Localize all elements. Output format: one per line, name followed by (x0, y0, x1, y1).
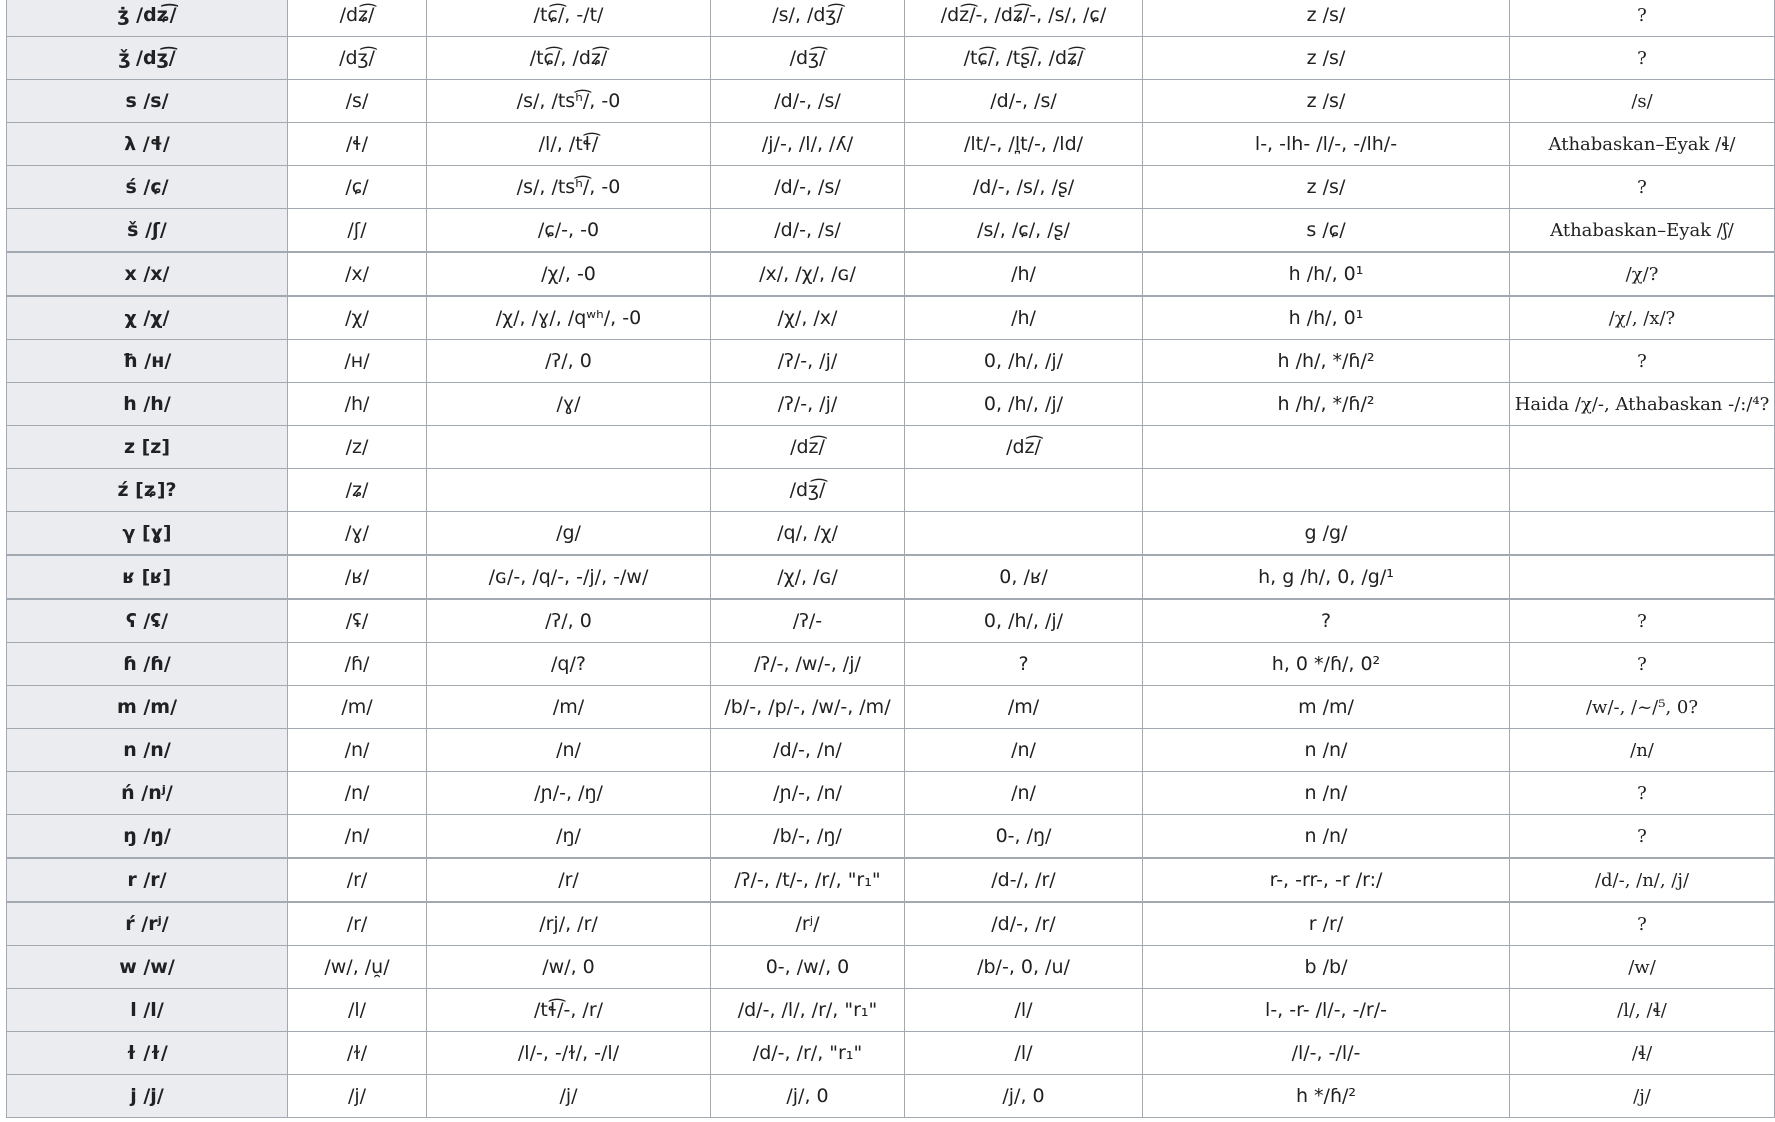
reflex-cell-4: /d/-, /s/ (711, 166, 905, 209)
reflex-cell-4: /ʔ/-, /t/-, /r/, "r₁" (711, 858, 905, 902)
reflex-cell-5: /l/ (905, 989, 1143, 1032)
comparison-cell: ? (1510, 37, 1775, 80)
proto-phoneme-cell: ʒ̇ /dʑ͡/ (7, 0, 288, 37)
reflex-cell-3: /m/ (427, 686, 711, 729)
comparison-cell: Haida /χ/-, Athabaskan -/:/⁴? (1510, 383, 1775, 426)
proto-phoneme-cell: ś /ɕ/ (7, 166, 288, 209)
reflex-cell-3 (427, 426, 711, 469)
comparison-cell (1510, 426, 1775, 469)
reflex-cell-5: ? (905, 643, 1143, 686)
reflex-cell-3: /tɕ͡/, -/t/ (427, 0, 711, 37)
reflex-cell-6: h /h/, 0¹ (1143, 296, 1510, 340)
reflex-cell-4: /d/-, /n/ (711, 729, 905, 772)
reflex-cell-2: /ʜ/ (288, 340, 427, 383)
table-row (7, 729, 1775, 772)
proto-phoneme-cell: ħ /ʜ/ (7, 340, 288, 383)
reflex-cell-5: 0, /h/, /j/ (905, 599, 1143, 643)
table-row (7, 80, 1775, 123)
reflex-cell-6: h /h/, 0¹ (1143, 252, 1510, 296)
sound-correspondence-table (6, 0, 1775, 1118)
reflex-cell-5: /h/ (905, 252, 1143, 296)
table-row (7, 858, 1775, 902)
reflex-cell-4: /ɲ/-, /n/ (711, 772, 905, 815)
reflex-cell-2: /w/, /u̯/ (288, 946, 427, 989)
reflex-cell-6 (1143, 469, 1510, 512)
comparison-cell: /χ/, /x/? (1510, 296, 1775, 340)
reflex-cell-4: /d/-, /s/ (711, 80, 905, 123)
reflex-cell-6: h, g /h/, 0, /g/¹ (1143, 555, 1510, 599)
proto-phoneme-cell: z [z] (7, 426, 288, 469)
table-row (7, 1075, 1775, 1118)
reflex-cell-6: h */ɦ/² (1143, 1075, 1510, 1118)
comparison-cell: /d/-, /n/, /j/ (1510, 858, 1775, 902)
reflex-cell-6: z /s/ (1143, 80, 1510, 123)
reflex-cell-5: /j/, 0 (905, 1075, 1143, 1118)
reflex-cell-2: /x/ (288, 252, 427, 296)
reflex-cell-6: m /m/ (1143, 686, 1510, 729)
reflex-cell-6: z /s/ (1143, 37, 1510, 80)
proto-phoneme-cell: n /n/ (7, 729, 288, 772)
reflex-cell-3: /n/ (427, 729, 711, 772)
reflex-cell-2: /χ/ (288, 296, 427, 340)
reflex-cell-5: /n/ (905, 729, 1143, 772)
proto-phoneme-cell: ʁ [ʁ] (7, 555, 288, 599)
table-row (7, 166, 1775, 209)
reflex-cell-3: /tɬ͡/-, /r/ (427, 989, 711, 1032)
comparison-cell: /ɬ/ (1510, 1032, 1775, 1075)
comparison-cell (1510, 512, 1775, 556)
reflex-cell-5: 0, /h/, /j/ (905, 340, 1143, 383)
reflex-cell-6: n /n/ (1143, 815, 1510, 859)
proto-phoneme-cell: ʕ /ʢ/ (7, 599, 288, 643)
table-row (7, 1032, 1775, 1075)
table-row (7, 902, 1775, 946)
reflex-cell-2: /l/ (288, 989, 427, 1032)
reflex-cell-2: /r/ (288, 902, 427, 946)
proto-phoneme-cell: ŋ /ŋ/ (7, 815, 288, 859)
reflex-cell-2: /ɬ/ (288, 123, 427, 166)
reflex-cell-4: /rʲ/ (711, 902, 905, 946)
comparison-cell: /l/, /ɬ/ (1510, 989, 1775, 1032)
comparison-cell: /w/ (1510, 946, 1775, 989)
comparison-cell: Athabaskan–Eyak /ʃ/ (1510, 209, 1775, 253)
reflex-cell-4: /dʒ͡/ (711, 469, 905, 512)
reflex-cell-6: g /g/ (1143, 512, 1510, 556)
comparison-cell: ? (1510, 902, 1775, 946)
reflex-cell-2: /ɣ/ (288, 512, 427, 556)
reflex-cell-3: /ɲ/-, /ŋ/ (427, 772, 711, 815)
table-row (7, 469, 1775, 512)
reflex-cell-4: /d/-, /r/, "r₁" (711, 1032, 905, 1075)
reflex-cell-2: /n/ (288, 772, 427, 815)
reflex-cell-2: /ɫ/ (288, 1032, 427, 1075)
reflex-cell-6: s /ɕ/ (1143, 209, 1510, 253)
reflex-cell-5: /b/-, 0, /u/ (905, 946, 1143, 989)
table-row (7, 37, 1775, 80)
reflex-cell-6: l-, -r- /l/-, -/r/- (1143, 989, 1510, 1032)
comparison-cell: /s/ (1510, 80, 1775, 123)
reflex-cell-4: /j/, 0 (711, 1075, 905, 1118)
reflex-cell-6: h /h/, */ɦ/² (1143, 383, 1510, 426)
reflex-cell-5 (905, 512, 1143, 556)
proto-phoneme-cell: ɦ /ɦ/ (7, 643, 288, 686)
reflex-cell-2: /ɕ/ (288, 166, 427, 209)
reflex-cell-3: /ʔ/, 0 (427, 340, 711, 383)
reflex-cell-5: /d/-, /s/ (905, 80, 1143, 123)
table-row (7, 772, 1775, 815)
reflex-cell-3: /s/, /tsʰ͡/, -0 (427, 166, 711, 209)
reflex-cell-4: /x/, /χ/, /ɢ/ (711, 252, 905, 296)
reflex-cell-5: /d/-, /s/, /ʂ/ (905, 166, 1143, 209)
reflex-cell-6: b /b/ (1143, 946, 1510, 989)
proto-phoneme-cell: ń /nʲ/ (7, 772, 288, 815)
proto-phoneme-cell: χ /χ/ (7, 296, 288, 340)
table-row (7, 946, 1775, 989)
reflex-cell-3: /tɕ͡/, /dʑ͡/ (427, 37, 711, 80)
comparison-cell: /w/-, /~/⁵, 0? (1510, 686, 1775, 729)
reflex-cell-5: /d/-, /r/ (905, 902, 1143, 946)
table-row (7, 0, 1775, 37)
reflex-cell-4: /χ/, /ɢ/ (711, 555, 905, 599)
reflex-cell-5: 0, /ʁ/ (905, 555, 1143, 599)
comparison-cell: ? (1510, 340, 1775, 383)
reflex-cell-4: /d/-, /s/ (711, 209, 905, 253)
reflex-cell-5: /h/ (905, 296, 1143, 340)
table-body (7, 0, 1775, 1118)
proto-phoneme-cell: ǯ /dʒ͡/ (7, 37, 288, 80)
proto-phoneme-cell: λ /ɬ/ (7, 123, 288, 166)
reflex-cell-3: /w/, 0 (427, 946, 711, 989)
reflex-cell-2: /m/ (288, 686, 427, 729)
comparison-cell: ? (1510, 772, 1775, 815)
reflex-cell-5: /lt/-, /l̪t/-, /ld/ (905, 123, 1143, 166)
reflex-cell-4: /s/, /dʒ͡/ (711, 0, 905, 37)
reflex-cell-2: /s/ (288, 80, 427, 123)
proto-phoneme-cell: r /r/ (7, 858, 288, 902)
reflex-cell-2: /n/ (288, 729, 427, 772)
reflex-cell-6: z /s/ (1143, 166, 1510, 209)
reflex-cell-2: /ʁ/ (288, 555, 427, 599)
reflex-cell-5: 0-, /ŋ/ (905, 815, 1143, 859)
reflex-cell-4: /b/-, /p/-, /w/-, /m/ (711, 686, 905, 729)
reflex-cell-2: /ʑ/ (288, 469, 427, 512)
reflex-cell-2: /n/ (288, 815, 427, 859)
reflex-cell-5: /l/ (905, 1032, 1143, 1075)
table-row (7, 555, 1775, 599)
reflex-cell-2: /h/ (288, 383, 427, 426)
reflex-cell-5 (905, 469, 1143, 512)
proto-phoneme-cell: m /m/ (7, 686, 288, 729)
reflex-cell-4: /q/, /χ/ (711, 512, 905, 556)
reflex-cell-6: h, 0 */ɦ/, 0² (1143, 643, 1510, 686)
table-row (7, 643, 1775, 686)
comparison-cell: ? (1510, 815, 1775, 859)
reflex-cell-4: /ʔ/-, /j/ (711, 383, 905, 426)
reflex-cell-2: /ʃ/ (288, 209, 427, 253)
reflex-cell-2: /r/ (288, 858, 427, 902)
reflex-cell-3: /l/-, -/ɫ/, -/l/ (427, 1032, 711, 1075)
reflex-cell-3: /ɢ/-, /q/-, -/j/, -/w/ (427, 555, 711, 599)
reflex-cell-3: /ɣ/ (427, 383, 711, 426)
comparison-cell: Athabaskan–Eyak /ɬ/ (1510, 123, 1775, 166)
proto-phoneme-cell: s /s/ (7, 80, 288, 123)
reflex-cell-3: /q/? (427, 643, 711, 686)
reflex-cell-3: /rj/, /r/ (427, 902, 711, 946)
proto-phoneme-cell: ź [ʑ]? (7, 469, 288, 512)
reflex-cell-6: z /s/ (1143, 0, 1510, 37)
reflex-cell-6: ? (1143, 599, 1510, 643)
reflex-cell-3: /r/ (427, 858, 711, 902)
reflex-cell-2: /j/ (288, 1075, 427, 1118)
reflex-cell-5: /d-/, /r/ (905, 858, 1143, 902)
reflex-cell-5: /n/ (905, 772, 1143, 815)
table-row (7, 209, 1775, 253)
comparison-cell: /n/ (1510, 729, 1775, 772)
reflex-cell-4: /j/-, /l/, /ʎ/ (711, 123, 905, 166)
table-row (7, 383, 1775, 426)
comparison-cell (1510, 469, 1775, 512)
comparison-cell: ? (1510, 166, 1775, 209)
reflex-cell-2: /ʢ/ (288, 599, 427, 643)
reflex-cell-6: n /n/ (1143, 772, 1510, 815)
reflex-cell-6 (1143, 426, 1510, 469)
reflex-cell-4: /χ/, /x/ (711, 296, 905, 340)
proto-phoneme-cell: j /j/ (7, 1075, 288, 1118)
reflex-cell-3: /s/, /tsʰ͡/, -0 (427, 80, 711, 123)
reflex-cell-3: /χ/, -0 (427, 252, 711, 296)
reflex-cell-3: /ɕ/-, -0 (427, 209, 711, 253)
comparison-cell: ? (1510, 599, 1775, 643)
reflex-cell-6: /l/-, -/l/- (1143, 1032, 1510, 1075)
reflex-cell-5: /m/ (905, 686, 1143, 729)
reflex-cell-3: /ŋ/ (427, 815, 711, 859)
reflex-cell-5: /dz͡/ (905, 426, 1143, 469)
reflex-cell-6: n /n/ (1143, 729, 1510, 772)
reflex-cell-4: /b/-, /ŋ/ (711, 815, 905, 859)
proto-phoneme-cell: ɫ /ɫ/ (7, 1032, 288, 1075)
proto-phoneme-cell: š /ʃ/ (7, 209, 288, 253)
reflex-cell-2: /z/ (288, 426, 427, 469)
table-row (7, 815, 1775, 859)
table-row (7, 686, 1775, 729)
comparison-cell: /j/ (1510, 1075, 1775, 1118)
reflex-cell-4: /ʔ/- (711, 599, 905, 643)
table-row (7, 296, 1775, 340)
reflex-cell-6: r /r/ (1143, 902, 1510, 946)
reflex-cell-2: /ɦ/ (288, 643, 427, 686)
comparison-cell: /χ/? (1510, 252, 1775, 296)
proto-phoneme-cell: γ [ɣ] (7, 512, 288, 556)
table-row (7, 252, 1775, 296)
reflex-cell-4: /ʔ/-, /j/ (711, 340, 905, 383)
reflex-cell-2: /dʒ͡/ (288, 37, 427, 80)
reflex-cell-3: /l/, /tɬ͡/ (427, 123, 711, 166)
comparison-cell: ? (1510, 0, 1775, 37)
table-row (7, 512, 1775, 556)
proto-phoneme-cell: x /x/ (7, 252, 288, 296)
reflex-cell-3: /ʔ/, 0 (427, 599, 711, 643)
table-row (7, 989, 1775, 1032)
comparison-cell: ? (1510, 643, 1775, 686)
proto-phoneme-cell: h /h/ (7, 383, 288, 426)
reflex-cell-3: /j/ (427, 1075, 711, 1118)
reflex-cell-3: /g/ (427, 512, 711, 556)
comparison-cell (1510, 555, 1775, 599)
table-row (7, 340, 1775, 383)
proto-phoneme-cell: w /w/ (7, 946, 288, 989)
table-row (7, 599, 1775, 643)
proto-phoneme-cell: ŕ /rʲ/ (7, 902, 288, 946)
reflex-cell-5: /tɕ͡/, /tʂ͡/, /dʑ͡/ (905, 37, 1143, 80)
reflex-cell-3 (427, 469, 711, 512)
reflex-cell-6: l-, -lh- /l/-, -/lh/- (1143, 123, 1510, 166)
table-row (7, 426, 1775, 469)
reflex-cell-4: /dz͡/ (711, 426, 905, 469)
reflex-cell-3: /χ/, /ɣ/, /qʷʰ/, -0 (427, 296, 711, 340)
reflex-cell-5: /s/, /ɕ/, /ʂ/ (905, 209, 1143, 253)
table-row (7, 123, 1775, 166)
proto-phoneme-cell: l /l/ (7, 989, 288, 1032)
reflex-cell-4: 0-, /w/, 0 (711, 946, 905, 989)
reflex-cell-5: /dz͡/-, /dʑ͡/-, /s/, /ɕ/ (905, 0, 1143, 37)
reflex-cell-2: /dʑ͡/ (288, 0, 427, 37)
reflex-cell-6: r-, -rr-, -r /r:/ (1143, 858, 1510, 902)
reflex-cell-6: h /h/, */ɦ/² (1143, 340, 1510, 383)
reflex-cell-4: /dʒ͡/ (711, 37, 905, 80)
reflex-cell-4: /d/-, /l/, /r/, "r₁" (711, 989, 905, 1032)
reflex-cell-5: 0, /h/, /j/ (905, 383, 1143, 426)
reflex-cell-4: /ʔ/-, /w/-, /j/ (711, 643, 905, 686)
